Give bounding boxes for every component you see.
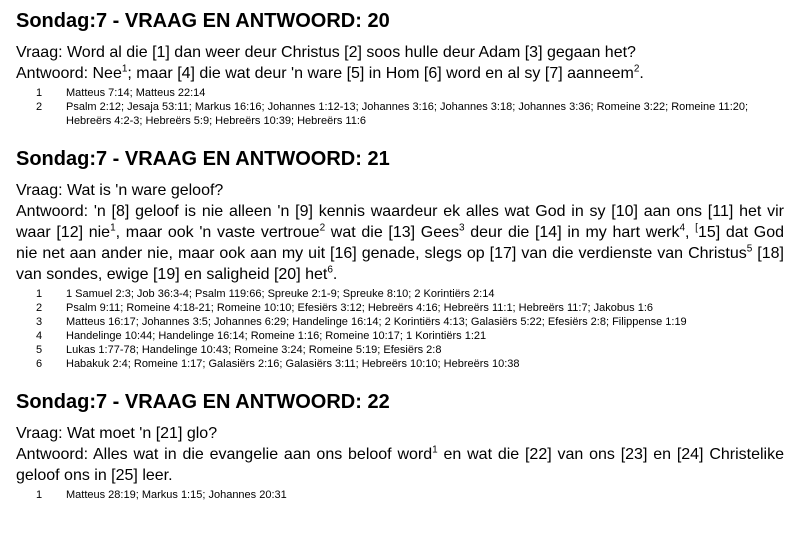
question-text: Vraag: Wat is 'n ware geloof?: [16, 182, 224, 199]
answer-text: Antwoord: Alles wat in die evangelie aan ons beloof word$^1$ en wat die [22] van ons [23] en [24] Christelike geloof ons in [25] leer.: [16, 444, 785, 484]
answer-text: Antwoord: 'n [8] geloof is nie alleen 'n [9] kennis waardeur ek alles wat God in sy [10] aan ons [11] het vir waar [12] nie$^1$, maar ook 'n vaste vertroue$^2$ wat die [13] Gees$^3$ deur die [14] in my hart werk$^4$, [15] dat God nie net aan ander nie, maar ook aan my uit [16] genade, slegs op [17] van die verdienste van Christus$^5$ [18] van sondes, ewige [19] en saligheid [20] het$^6$.: [16, 203, 785, 283]
reference-item: 3 Matteus 16:17; Johannes 3:5; Johannes 6:29; Handelinge 16:14; 2 Korintiërs 4:13; Galasiërs 5:22; Efesiërs 2:8; Filippense 1:19: [36, 316, 687, 328]
qa-section-20: [16, 8, 784, 128]
reference-item: 1 Matteus 7:14; Matteus 22:14: [36, 87, 206, 99]
section-heading: Sondag:7 - VRAAG EN ANTWOORD: 22: [16, 391, 390, 413]
reference-item: 6 Habakuk 2:4; Romeine 1:17; Galasiërs 2:16; Galasiërs 3:11; Hebreërs 10:10; Hebreërs 10:38: [36, 358, 520, 370]
footnote-marker: 5: [746, 243, 753, 255]
reference-list: [16, 287, 784, 371]
question-text: Vraag: Word al die [1] dan weer deur Christus [2] soos hulle deur Adam [3] gegaan het?: [16, 44, 636, 61]
footnote-marker: 3: [459, 222, 465, 234]
reference-item: 2 Psalm 9:11; Romeine 4:18-21; Romeine 10:10; Efesiërs 3:12; Hebreërs 4:16; Hebreërs 11:1; Hebreërs 11:7; Jakobus 1:6: [36, 302, 653, 314]
footnote-marker: 1: [121, 63, 128, 75]
footnote-marker: 4: [679, 222, 686, 234]
footnote-marker: 6: [327, 264, 333, 276]
reference-item: 1 Matteus 28:19; Markus 1:15; Johannes 20:31: [36, 489, 287, 501]
reference-item: 1 1 Samuel 2:3; Job 36:3-4; Psalm 119:66; Spreuke 2:1-9; Spreuke 8:10; 2 Korintiërs 2:14: [36, 288, 495, 300]
footnote-marker: 2: [319, 222, 326, 234]
qa-section-21: [16, 146, 784, 371]
footnote-marker: 1: [110, 222, 116, 234]
reference-list: [16, 488, 784, 502]
reference-list: [16, 86, 784, 128]
footnote-marker: 1: [432, 444, 438, 456]
reference-item: 4 Handelinge 10:44; Handelinge 16:14; Romeine 1:16; Romeine 10:17; 1 Korintiërs 1:21: [36, 330, 487, 342]
section-heading: Sondag:7 - VRAAG EN ANTWOORD: 20: [16, 10, 390, 32]
question-text: Vraag: Wat moet 'n [21] glo?: [16, 425, 218, 442]
reference-item: 2 Psalm 2:12; Jesaja 53:11; Markus 16:16; Johannes 1:12-13; Johannes 3:16; Johannes 3:18; Johannes 3:36; Romeine 3:22; Romeine 11:20; Hebreërs 4:2-3; Hebreërs 5:9; Hebreërs 10:39; Hebreërs 11:6: [36, 101, 749, 127]
reference-item: 5 Lukas 1:77-78; Handelinge 10:43; Romeine 3:24; Romeine 5:19; Efesiërs 2:8: [36, 344, 442, 356]
answer-text: Antwoord: Nee$^1$; maar [4] die wat deur 'n ware [5] in Hom [6] word en al sy [7] aanneem$^2$.: [16, 63, 644, 82]
footnote-marker: 2: [633, 63, 640, 75]
qa-section-22: [16, 389, 784, 502]
section-heading: Sondag:7 - VRAAG EN ANTWOORD: 21: [16, 148, 390, 170]
